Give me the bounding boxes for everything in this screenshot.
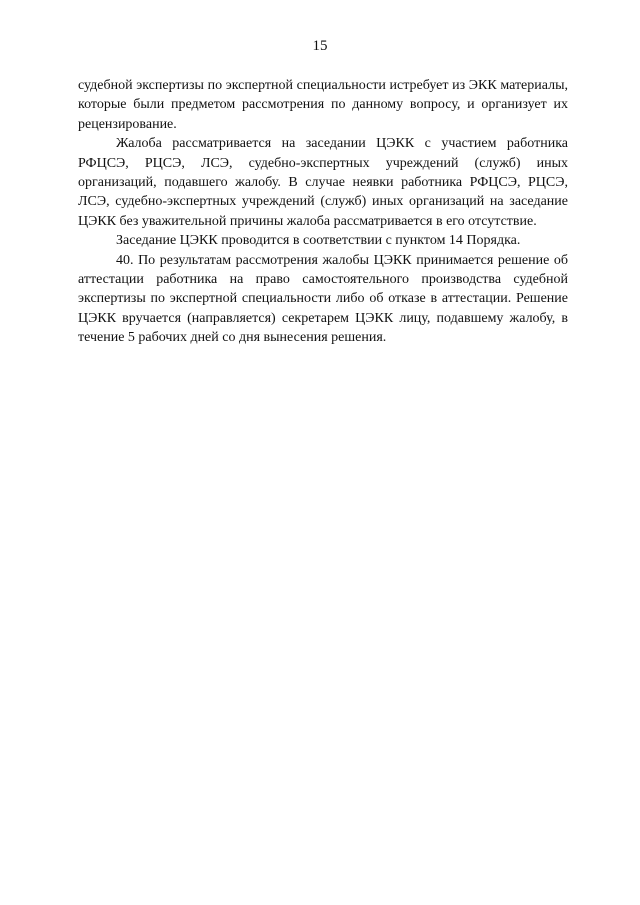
page-number: 15 (312, 38, 328, 54)
paragraph-item-40: 40. По результатам рассмотрения жалобы ЦЭКК принимается решение об аттестации работника на право самостоятельного производства судебной экспертизы по экспертной специальности либо об отказе в аттестации. Решение ЦЭКК вручается (направляется) секретарем ЦЭКК лицу, подавшему жалобу, в течение 5 рабочих дней со дня вынесения решения. (78, 252, 568, 346)
document-body (78, 76, 568, 348)
paragraph-meeting-procedure: Заседание ЦЭКК проводится в соответствии с пунктом 14 Порядка. (116, 233, 521, 249)
paragraph-continuation: судебной экспертизы по экспертной специальности истребует из ЭКК материалы, которые были предметом рассмотрения по данному вопросу, и организует их рецензирование. (78, 78, 568, 132)
paragraph-complaint-hearing: Жалоба рассматривается на заседании ЦЭКК с участием работника РФЦСЭ, РЦСЭ, ЛСЭ, судебно-экспертных учреждений (служб) иных организаций, подавшего жалобу. В случае неявки работника РФЦСЭ, РЦСЭ, ЛСЭ, судебно-экспертных учреждений (служб) иных организаций на заседание ЦЭКК без уважительной причины жалоба рассматривается в его отсутствие. (78, 136, 568, 229)
